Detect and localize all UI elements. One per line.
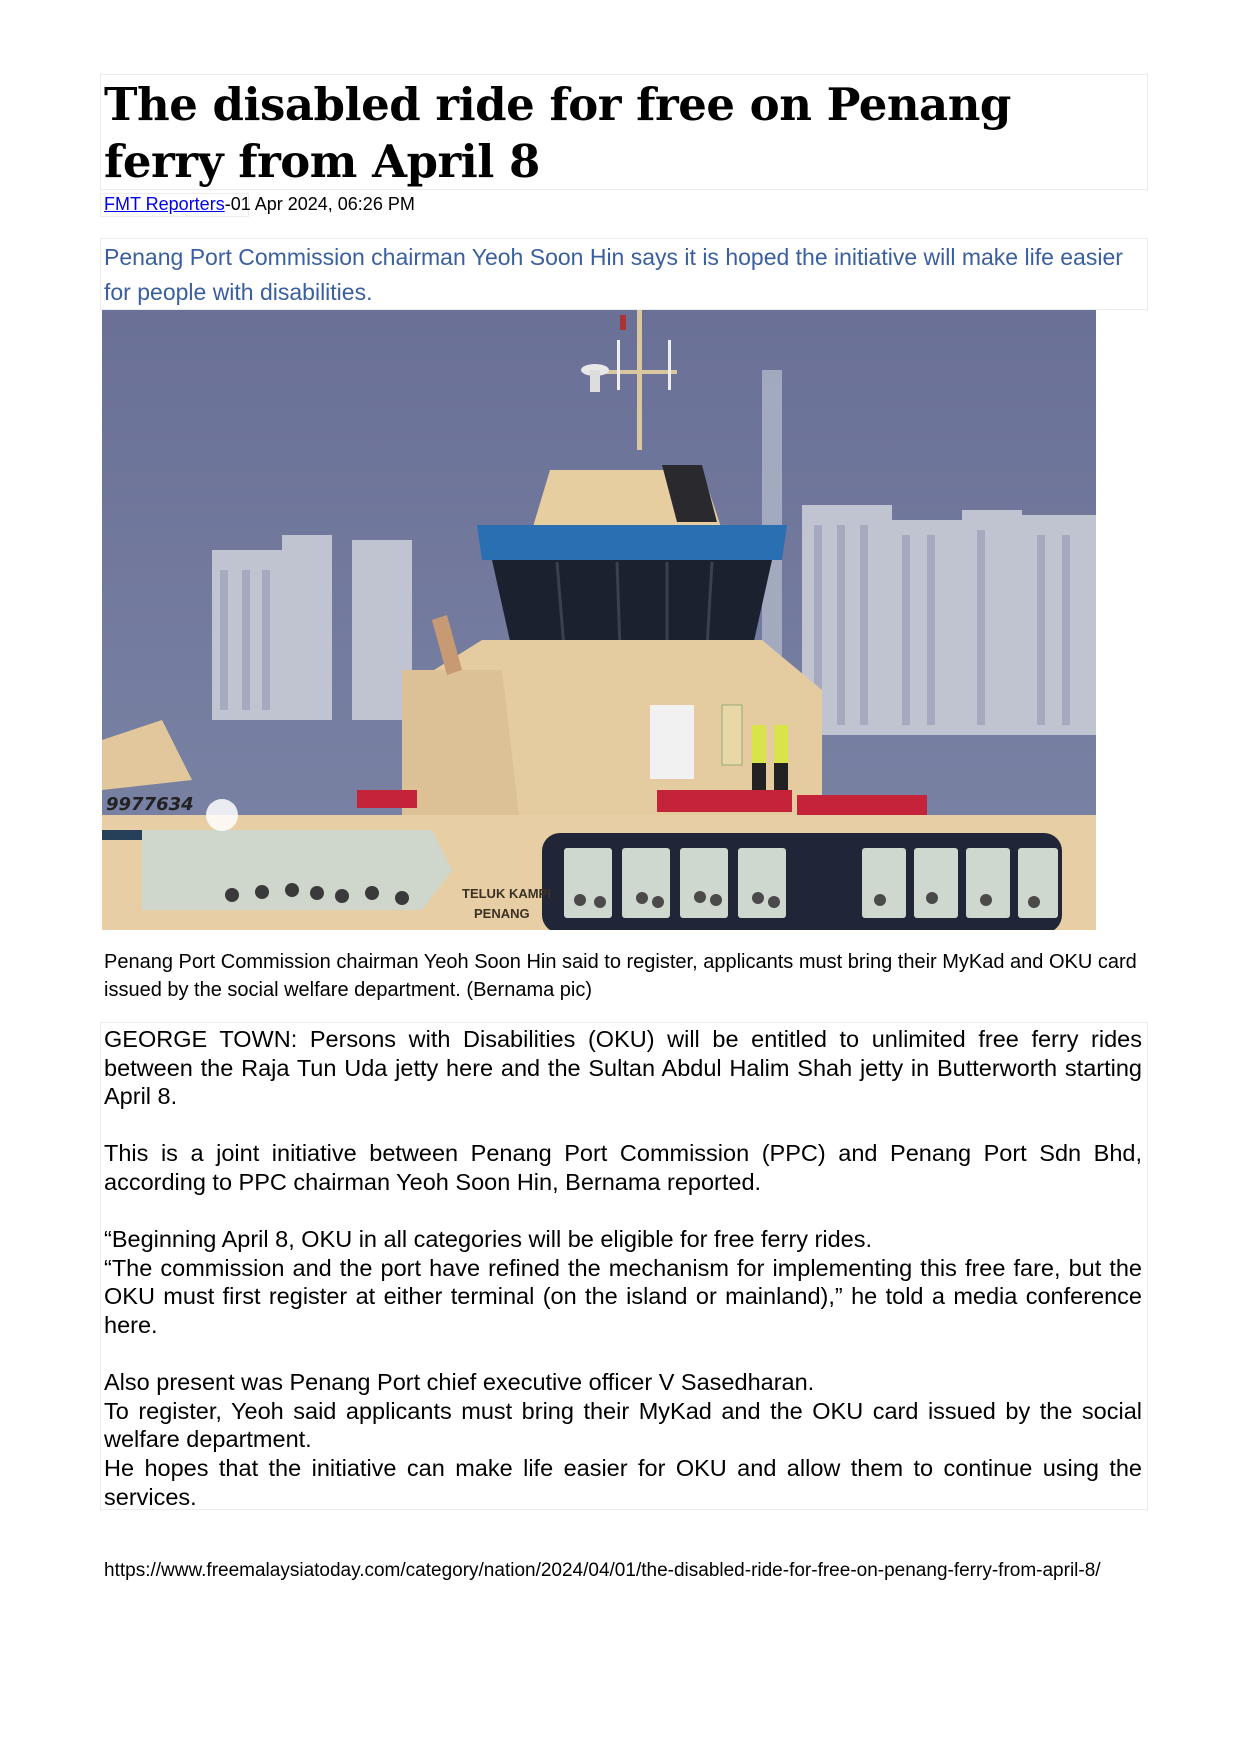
body-paragraph: “The commission and the port have refined the mechanism for implementing this free fare, but the OKU must first register at either terminal (on the island or mainland),” he told a media conference here.	[104, 1254, 1142, 1338]
body-paragraph: Also present was Penang Port chief executive officer V Sasedharan.	[104, 1369, 815, 1396]
ship-name-line2: PENANG	[474, 906, 530, 921]
hull-number-text: 9977634	[106, 794, 194, 815]
body-paragraph: To register, Yeoh said applicants must bring their MyKad and the OKU card issued by the social welfare department.	[104, 1397, 1142, 1453]
body-paragraph: This is a joint initiative between Penang Port Commission (PPC) and Penang Port Sdn Bhd, according to PPC chairman Yeoh Soon Hin, Bernama reported.	[104, 1140, 1142, 1195]
ferry-hull-illustration	[102, 310, 1096, 930]
author-link[interactable]: FMT Reporters	[104, 194, 225, 214]
body-paragraph: GEORGE TOWN: Persons with Disabilities (OKU) will be entitled to unlimited free ferry rides between the Raja Tun Uda jetty here and the Sultan Abdul Halim Shah jetty in Butterworth starting April 8.	[104, 1026, 1142, 1110]
publish-datetime: 01 Apr 2024, 06:26 PM	[230, 194, 415, 214]
source-url: https://www.freemalaysiatoday.com/category/nation/2024/04/01/the-disabled-ride-for-free-on-penang-ferry-from-april-8/	[104, 1560, 1101, 1581]
body-paragraph: He hopes that the initiative can make life easier for OKU and allow them to continue using the services.	[104, 1454, 1142, 1510]
body-paragraph: “Beginning April 8, OKU in all categories will be eligible for free ferry rides.	[104, 1226, 873, 1253]
article-lede: Penang Port Commission chairman Yeoh Soon Hin says it is hoped the initiative will make life easier for people with disabilities.	[104, 244, 1123, 305]
article-body	[104, 1025, 1142, 1511]
article-photo	[102, 310, 1096, 930]
byline	[104, 193, 415, 215]
ship-name-line1: TELUK KAMPI	[462, 886, 551, 901]
photo-caption: Penang Port Commission chairman Yeoh Soon Hin said to register, applicants must bring their MyKad and OKU card issued by the social welfare department. (Bernama pic)	[104, 951, 1137, 1001]
article-title: The disabled ride for free on Penang ferry from April 8	[104, 78, 1011, 188]
byline-separator: -	[224, 194, 231, 214]
